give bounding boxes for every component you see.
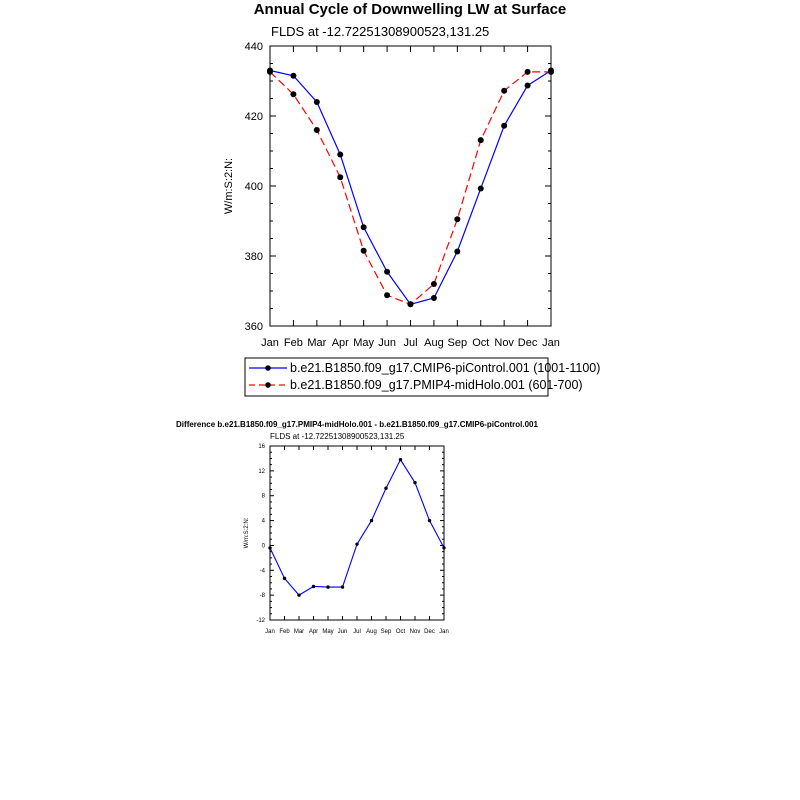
data-point bbox=[384, 292, 390, 298]
data-point bbox=[314, 127, 320, 133]
data-point bbox=[413, 481, 416, 484]
data-point bbox=[431, 295, 437, 301]
x-tick-label: Jun bbox=[337, 629, 348, 635]
x-tick-label: Jul bbox=[353, 629, 361, 635]
data-point bbox=[548, 69, 554, 75]
x-tick-label: Jan bbox=[265, 629, 275, 635]
x-tick-label: Nov bbox=[409, 629, 421, 635]
y-tick-label: 4 bbox=[261, 518, 265, 525]
y-tick-label: 400 bbox=[244, 181, 263, 193]
y-tick-label: -4 bbox=[259, 568, 265, 575]
y-tick-label: -8 bbox=[259, 593, 265, 600]
data-point bbox=[428, 519, 431, 522]
x-tick-label: May bbox=[353, 337, 375, 349]
x-tick-label: Aug bbox=[366, 629, 377, 635]
y-tick-label: 440 bbox=[244, 41, 263, 53]
diff-chart-subtitle: FLDS at -12.72251308900523,131.25 bbox=[270, 432, 405, 441]
y-tick-label: 0 bbox=[261, 543, 265, 550]
series-line-1 bbox=[270, 72, 551, 304]
y-tick-label: 12 bbox=[258, 468, 265, 475]
data-point bbox=[297, 593, 300, 596]
main-axis-ticks bbox=[245, 41, 560, 349]
x-tick-label: Feb bbox=[283, 337, 303, 349]
data-point bbox=[399, 458, 402, 461]
series-line-0 bbox=[270, 71, 551, 305]
data-point bbox=[384, 269, 390, 275]
data-point bbox=[525, 69, 531, 75]
main-chart-title: Annual Cycle of Downwelling LW at Surface bbox=[253, 1, 567, 18]
legend-marker-midHolo bbox=[265, 382, 271, 388]
data-point bbox=[341, 585, 344, 588]
data-point bbox=[337, 152, 343, 158]
data-point bbox=[501, 88, 507, 94]
x-tick-label: Jan bbox=[439, 629, 449, 635]
data-point bbox=[478, 137, 484, 143]
difference-chart bbox=[176, 420, 538, 635]
diff-plot-frame bbox=[270, 446, 444, 620]
legend-marker-piControl bbox=[265, 365, 271, 371]
x-tick-label: Dec bbox=[424, 629, 435, 635]
data-point bbox=[454, 216, 460, 222]
data-point bbox=[355, 542, 358, 545]
main-y-axis-label: W/m:S:2:N: bbox=[223, 157, 235, 215]
y-tick-label: -12 bbox=[256, 618, 265, 624]
data-point bbox=[337, 174, 343, 180]
x-tick-label: Jan bbox=[542, 337, 560, 349]
x-tick-label: Sep bbox=[380, 629, 392, 635]
x-tick-label: Sep bbox=[447, 337, 468, 349]
x-tick-label: Apr bbox=[308, 629, 319, 635]
data-point bbox=[442, 546, 445, 549]
diff-series-layer bbox=[268, 458, 445, 597]
diff-axis-ticks bbox=[256, 444, 449, 635]
x-tick-label: Oct bbox=[472, 337, 490, 349]
x-tick-label: Feb bbox=[279, 629, 290, 635]
data-point bbox=[290, 73, 296, 79]
data-point bbox=[454, 248, 460, 254]
y-tick-label: 360 bbox=[244, 321, 263, 333]
x-tick-label: Dec bbox=[517, 337, 538, 349]
x-tick-label: Mar bbox=[307, 337, 327, 349]
y-tick-label: 380 bbox=[244, 251, 263, 263]
x-tick-label: Nov bbox=[494, 337, 514, 349]
data-point bbox=[314, 99, 320, 105]
legend-label-piControl: b.e21.B1850.f09_g17.CMIP6-piControl.001 (1001-1100) bbox=[290, 361, 601, 375]
y-tick-label: 8 bbox=[261, 493, 265, 500]
data-point bbox=[370, 519, 373, 522]
x-tick-label: Apr bbox=[331, 337, 349, 349]
legend-label-midHolo: b.e21.B1850.f09_g17.PMIP4-midHolo.001 (601-700) bbox=[290, 378, 583, 392]
data-point bbox=[268, 546, 271, 549]
main-chart-subtitle: FLDS at -12.72251308900523,131.25 bbox=[271, 24, 490, 39]
data-point bbox=[267, 69, 273, 75]
data-point bbox=[326, 585, 329, 588]
x-tick-label: Jan bbox=[261, 337, 279, 349]
diff-y-axis-label: W/m:S:2:N: bbox=[244, 517, 250, 549]
x-tick-label: Jun bbox=[378, 337, 396, 349]
data-point bbox=[431, 281, 437, 287]
main-chart bbox=[223, 1, 566, 349]
x-tick-label: Oct bbox=[395, 629, 406, 635]
data-point bbox=[290, 91, 296, 97]
data-point bbox=[283, 577, 286, 580]
y-tick-label: 16 bbox=[258, 444, 265, 450]
data-point bbox=[361, 248, 367, 254]
main-legend bbox=[245, 358, 600, 396]
data-point bbox=[478, 185, 484, 191]
data-point bbox=[501, 123, 507, 129]
data-point bbox=[525, 83, 531, 89]
series-line-0 bbox=[270, 460, 444, 595]
x-tick-label: Jul bbox=[403, 337, 418, 349]
main-series-layer bbox=[267, 68, 554, 308]
data-point bbox=[361, 224, 367, 230]
x-tick-label: Aug bbox=[424, 337, 444, 349]
y-tick-label: 420 bbox=[244, 111, 263, 123]
x-tick-label: May bbox=[322, 629, 334, 635]
x-tick-label: Mar bbox=[293, 629, 305, 635]
diff-chart-title: Difference b.e21.B1850.f09_g17.PMIP4-midHolo.001 - b.e21.B1850.f09_g17.CMIP6-piControl.001 bbox=[176, 420, 538, 429]
data-point bbox=[312, 585, 315, 588]
data-point bbox=[408, 301, 414, 307]
data-point bbox=[384, 487, 387, 490]
main-plot-frame bbox=[270, 46, 551, 326]
